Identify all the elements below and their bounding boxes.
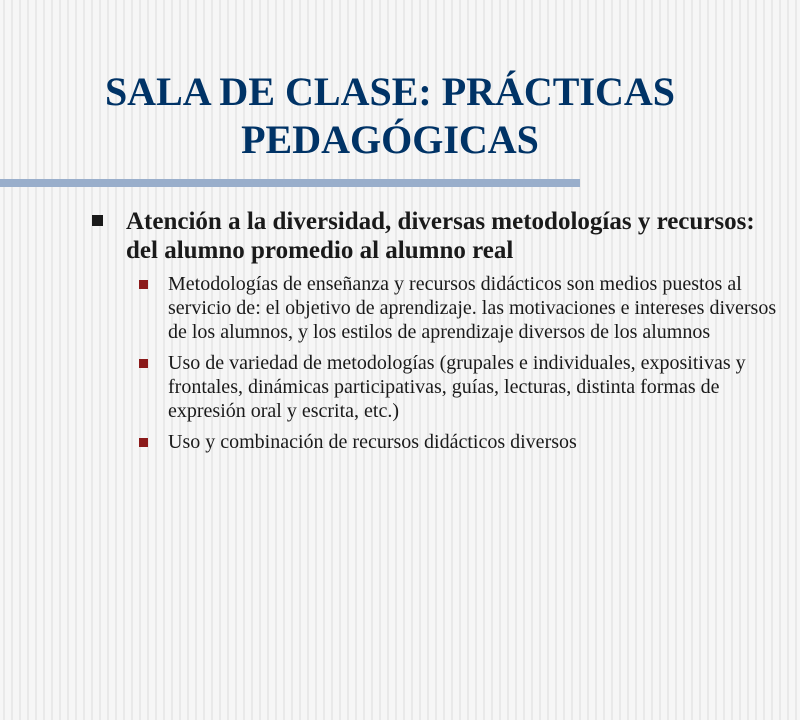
title-underline: [0, 179, 580, 187]
sub-bullet-text: Uso y combinación de recursos didácticos diversos: [168, 431, 577, 453]
main-bullet-text: Atención a la diversidad, diversas metodologías y recursos: del alumno promedio al alumno real: [126, 208, 755, 264]
sub-bullet-text: Uso de variedad de metodologías (grupales e individuales, expositivas y frontales, dinámicas participativas, guías, lecturas, distinta formas de expresión oral y escrita, etc.): [168, 352, 746, 422]
slide-title: SALA DE CLASE: PRÁCTICAS PEDAGÓGICAS: [104, 69, 676, 162]
sub-bullet-text: Metodologías de enseñanza y recursos didácticos son medios puestos al servicio de: el objetivo de aprendizaje. las motivaciones e intereses diversos de los alumnos, y los estilos de aprendizaje diversos de los alumnos: [168, 273, 777, 343]
slide-content: [92, 207, 782, 461]
square-bullet-icon: [139, 438, 148, 447]
square-bullet-icon: [92, 215, 103, 226]
sub-bullet-item: [139, 272, 782, 344]
main-bullet-item: [92, 207, 782, 265]
sub-bullet-list: [139, 272, 782, 454]
square-bullet-icon: [139, 359, 148, 368]
sub-bullet-item: [139, 351, 782, 423]
square-bullet-icon: [139, 280, 148, 289]
sub-bullet-item: [139, 430, 782, 454]
